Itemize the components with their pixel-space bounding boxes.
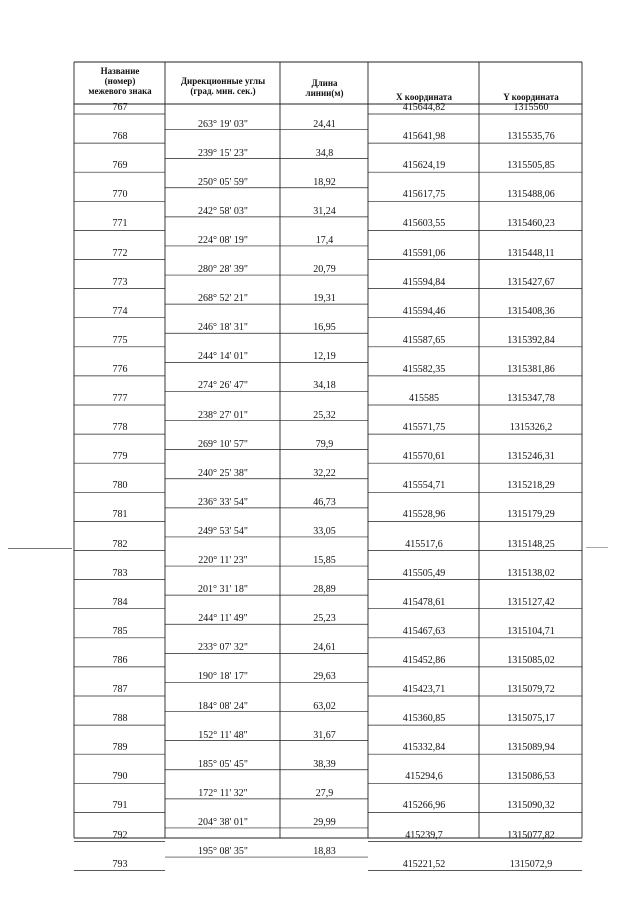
header-x-coordinate: X координата	[396, 92, 452, 102]
line-length: 63,02	[313, 700, 336, 712]
x-coordinate: 415517,6	[405, 538, 443, 550]
point-name: 775	[112, 334, 128, 346]
y-coordinate: 1315392,84	[507, 334, 555, 346]
header-angles	[166, 76, 280, 96]
x-coordinate: 415452,86	[402, 654, 446, 666]
y-coordinate: 1315246,31	[507, 451, 555, 463]
y-coordinate: 1315179,29	[507, 509, 555, 521]
line-length: 31,67	[313, 729, 336, 741]
direction-angle: 249° 53' 54"	[198, 525, 248, 537]
direction-angle: 244° 11' 49"	[198, 613, 248, 625]
line-length: 38,39	[313, 758, 336, 770]
x-coordinate: 415585	[409, 393, 439, 404]
point-name: 768	[112, 131, 128, 143]
y-coordinate: 1315347,78	[507, 393, 555, 404]
line-length: 34,18	[313, 380, 336, 392]
direction-angle: 185° 05' 45"	[198, 758, 248, 770]
line-length: 16,95	[313, 322, 336, 334]
direction-angle: 201° 31' 18"	[198, 584, 248, 596]
point-name: 781	[112, 509, 128, 521]
point-name: 784	[112, 596, 128, 608]
direction-angle: 190° 18' 17"	[198, 671, 248, 683]
line-length: 17,4	[315, 234, 334, 246]
point-name: 786	[112, 654, 128, 666]
direction-angle: 239° 15' 23"	[198, 147, 248, 159]
scan-artifact-line-right	[586, 547, 608, 548]
header-length	[281, 78, 368, 98]
header-point-name-line-2: (номер)	[104, 76, 136, 86]
point-name: 774	[112, 305, 128, 317]
x-coordinate: 415294,6	[405, 771, 443, 783]
line-length: 32,22	[313, 467, 336, 479]
direction-angle: 242° 58' 03"	[198, 205, 248, 217]
y-coordinate: 1315127,42	[507, 596, 555, 608]
x-coordinate: 415332,84	[402, 742, 446, 754]
x-coordinate: 415594,84	[402, 276, 446, 288]
header-point-name-line-1: Название	[100, 66, 140, 76]
line-length: 12,19	[313, 351, 336, 363]
x-coordinate: 415467,63	[402, 625, 446, 637]
direction-angle: 184° 08' 24"	[198, 700, 248, 712]
direction-angle: 250° 05' 59"	[198, 176, 248, 188]
line-length: 79,9	[315, 438, 334, 450]
direction-angle: 220° 11' 23"	[198, 555, 248, 567]
x-coordinate: 415617,75	[402, 189, 446, 201]
point-name: 771	[112, 218, 128, 230]
line-length: 24,61	[313, 642, 336, 654]
line-length: 33,05	[313, 525, 336, 537]
header-y-coordinate: Y координата	[503, 92, 559, 102]
point-name: 772	[112, 247, 128, 259]
point-name: 779	[112, 451, 128, 463]
x-coordinate: 415528,96	[402, 509, 446, 521]
direction-angle: 195° 08' 35"	[198, 846, 248, 858]
x-coordinate: 415641,98	[402, 131, 446, 143]
header-angles-line-1: Дирекционные углы	[180, 76, 266, 86]
line-length: 18,83	[313, 846, 336, 858]
point-name: 785	[112, 625, 128, 637]
y-coordinate: 1315148,25	[507, 538, 555, 550]
direction-angle: 236° 33' 54"	[198, 496, 248, 508]
y-coordinate: 1315104,71	[507, 625, 555, 637]
y-coordinate: 1315448,11	[507, 247, 555, 259]
x-coordinate: 415423,71	[402, 684, 446, 695]
line-length: 18,92	[313, 176, 336, 188]
x-coordinate: 415570,61	[402, 451, 446, 463]
point-name: 780	[112, 480, 128, 492]
direction-angle: 204° 38' 01"	[198, 816, 248, 828]
direction-angle: 263° 19' 03"	[198, 118, 248, 130]
header-length-line-1: Длина	[311, 78, 338, 88]
point-name: 788	[112, 713, 128, 725]
line-length: 29,63	[313, 671, 336, 683]
x-coordinate: 415587,65	[402, 334, 446, 346]
line-length: 25,32	[313, 409, 336, 421]
point-name: 793	[112, 858, 128, 870]
point-name: 769	[112, 160, 128, 172]
y-coordinate: 1315535,76	[507, 131, 555, 143]
direction-angle: 152° 11' 48"	[198, 729, 248, 741]
y-coordinate: 1315505,85	[507, 160, 555, 172]
line-length: 27,9	[315, 787, 334, 799]
point-name: 790	[112, 771, 128, 783]
direction-angle: 268° 52' 21"	[198, 293, 248, 305]
direction-angle: 280° 28' 39"	[198, 264, 248, 276]
y-coordinate: 1315077,82	[507, 829, 555, 841]
x-coordinate: 415266,96	[402, 800, 446, 812]
line-length: 15,85	[313, 555, 336, 567]
x-coordinate: 415603,55	[402, 218, 446, 230]
point-name: 789	[112, 742, 128, 754]
direction-angle: 172° 11' 32"	[198, 787, 248, 799]
line-length: 46,73	[313, 496, 336, 508]
y-coordinate: 1315427,67	[507, 276, 555, 288]
y-coordinate: 1315072,9	[509, 858, 553, 870]
x-coordinate: 415221,52	[402, 858, 446, 870]
line-length: 19,31	[313, 293, 336, 305]
line-length: 29,99	[313, 816, 336, 828]
y-coordinate: 1315488,06	[507, 189, 555, 201]
line-length: 31,24	[313, 205, 336, 217]
y-coordinate: 1315460,23	[507, 218, 555, 230]
x-coordinate: 415594,46	[402, 305, 446, 317]
y-coordinate: 1315381,86	[507, 363, 555, 375]
direction-angle: 233° 07' 32"	[198, 642, 248, 654]
y-coordinate: 1315560	[513, 102, 549, 113]
direction-angle: 224° 08' 19"	[198, 234, 248, 246]
y-coordinate: 1315079,72	[507, 684, 555, 695]
x-coordinate: 415239,7	[405, 829, 443, 841]
line-length: 20,79	[313, 264, 336, 276]
point-name: 770	[112, 189, 128, 201]
scan-artifact-line-left	[8, 548, 72, 549]
y-coordinate: 1315086,53	[507, 771, 555, 783]
point-name: 776	[112, 363, 128, 375]
y-coordinate: 1315085,02	[507, 654, 555, 666]
x-coordinate: 415624,19	[402, 160, 446, 172]
line-length: 28,89	[313, 584, 336, 596]
header-angles-line-2: (град. мин. сек.)	[190, 86, 256, 96]
y-coordinate: 1315326,2	[509, 422, 553, 434]
header-length-line-2: линии(м)	[305, 88, 344, 98]
y-coordinate: 1315138,02	[507, 567, 555, 579]
header-point-name	[75, 66, 165, 96]
direction-angle: 274° 26' 47"	[198, 380, 248, 392]
point-name: 783	[112, 567, 128, 579]
point-name: 767	[112, 102, 128, 113]
x-coordinate: 415571,75	[402, 422, 446, 434]
point-name: 792	[112, 829, 128, 841]
point-name: 782	[112, 538, 128, 550]
y-coordinate: 1315089,94	[507, 742, 555, 754]
x-coordinate: 415591,06	[402, 247, 446, 259]
direction-angle: 238° 27' 01"	[198, 409, 248, 421]
y-coordinate: 1315218,29	[507, 480, 555, 492]
point-name: 773	[112, 276, 128, 288]
x-coordinate: 415554,71	[402, 480, 446, 492]
line-length: 24,41	[313, 118, 336, 130]
point-name: 791	[112, 800, 128, 812]
point-name: 777	[112, 393, 128, 404]
direction-angle: 244° 14' 01"	[198, 351, 248, 363]
y-coordinate: 1315075,17	[507, 713, 555, 725]
y-coordinate: 1315408,36	[507, 305, 555, 317]
x-coordinate: 415478,61	[402, 596, 446, 608]
point-name: 787	[112, 684, 128, 695]
direction-angle: 246° 18' 31"	[198, 322, 248, 334]
line-length: 34,8	[315, 147, 334, 159]
point-name: 778	[112, 422, 128, 434]
direction-angle: 269° 10' 57"	[198, 438, 248, 450]
x-coordinate: 415505,49	[402, 567, 446, 579]
x-coordinate: 415582,35	[402, 363, 446, 375]
y-coordinate: 1315090,32	[507, 800, 555, 812]
x-coordinate: 415360,85	[402, 713, 446, 725]
x-coordinate: 415644,82	[402, 102, 446, 113]
direction-angle: 240° 25' 38"	[198, 467, 248, 479]
line-length: 25,23	[313, 613, 336, 625]
header-point-name-line-3: межевого знака	[88, 86, 152, 96]
